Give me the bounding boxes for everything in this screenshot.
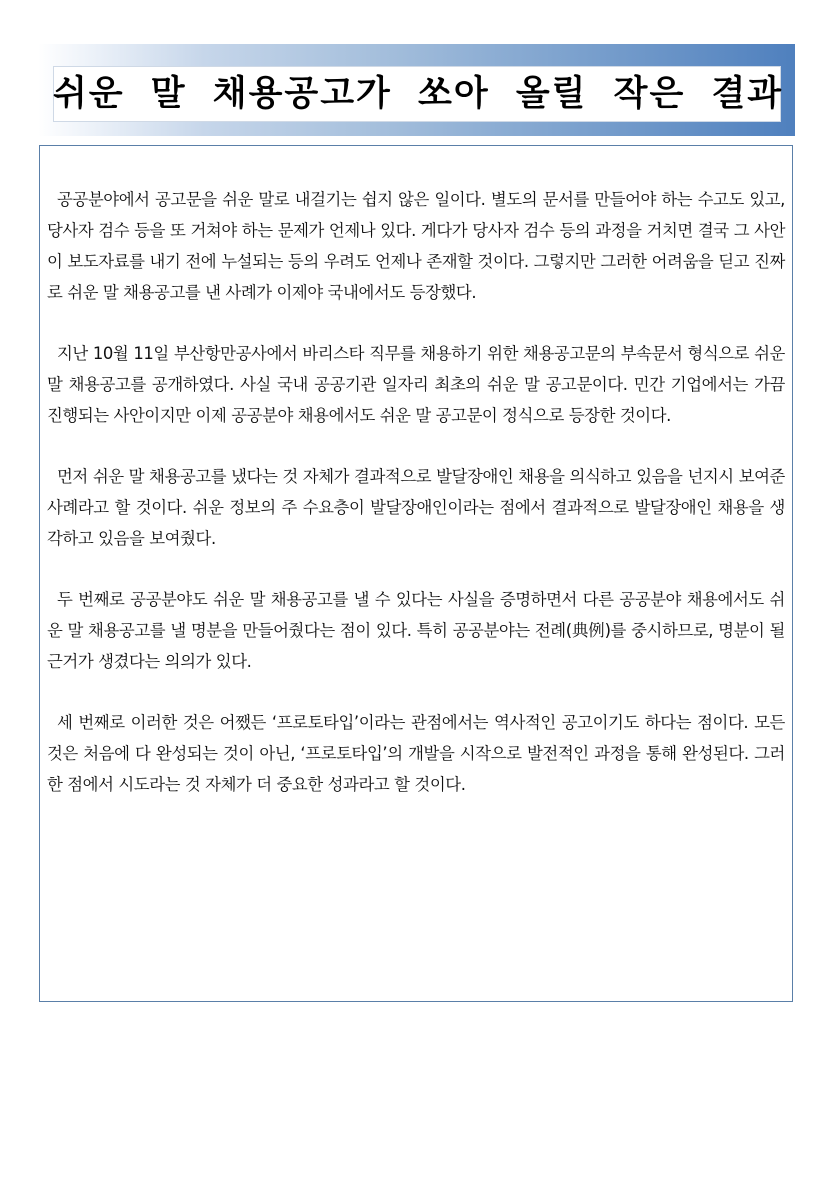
article-body [47,184,785,830]
paragraph-5: 세 번째로 이러한 것은 어쨌든 ‘프로토타입’이라는 관점에서는 역사적인 공고이기도 하다는 점이다. 모든 것은 처음에 다 완성되는 것이 아닌, ‘프로토타입’의 개발을 시작으로 발전적인 과정을 통해 완성된다. 그러한 점에서 시도라는 것 자체가 더 중요한 성과라고 할 것이다. [47,713,785,794]
paragraph-1: 공공분야에서 공고문을 쉬운 말로 내걸기는 쉽지 않은 일이다. 별도의 문서를 만들어야 하는 수고도 있고, 당사자 검수 등을 또 거쳐야 하는 문제가 언제나 있다. 게다가 당사자 검수 등의 과정을 거치면 결국 그 사안이 보도자료를 내기 전에 누설되는 등의 우려도 언제나 존재할 것이다. 그렇지만 그러한 어려움을 딛고 진짜로 쉬운 말 채용공고를 낸 사례가 이제야 국내에서도 등장했다. [47,190,785,302]
paragraph-3: 먼저 쉬운 말 채용공고를 냈다는 것 자체가 결과적으로 발달장애인 채용을 의식하고 있음을 넌지시 보여준 사례라고 할 것이다. 쉬운 정보의 주 수요층이 발달장애인이라는 점에서 결과적으로 발달장애인 채용을 생각하고 있음을 보여줬다. [47,467,785,548]
paragraph-4: 두 번째로 공공분야도 쉬운 말 채용공고를 낼 수 있다는 사실을 증명하면서 다른 공공분야 채용에서도 쉬운 말 채용공고를 낼 명분을 만들어줬다는 점이 있다. 특히 공공분야는 전례(典例)를 중시하므로, 명분이 될 근거가 생겼다는 의의가 있다. [47,590,785,671]
paragraph-2: 지난 10월 11일 부산항만공사에서 바리스타 직무를 채용하기 위한 채용공고문의 부속문서 형식으로 쉬운 말 채용공고를 공개하였다. 사실 국내 공공기관 일자리 최초의 쉬운 말 공고문이다. 민간 기업에서는 가끔 진행되는 사안이지만 이제 공공분야 채용에서도 쉬운 말 공고문이 정식으로 등장한 것이다. [47,344,785,425]
page-title: 쉬운 말 채용공고가 쏘아 올릴 작은 결과 [53,74,784,114]
